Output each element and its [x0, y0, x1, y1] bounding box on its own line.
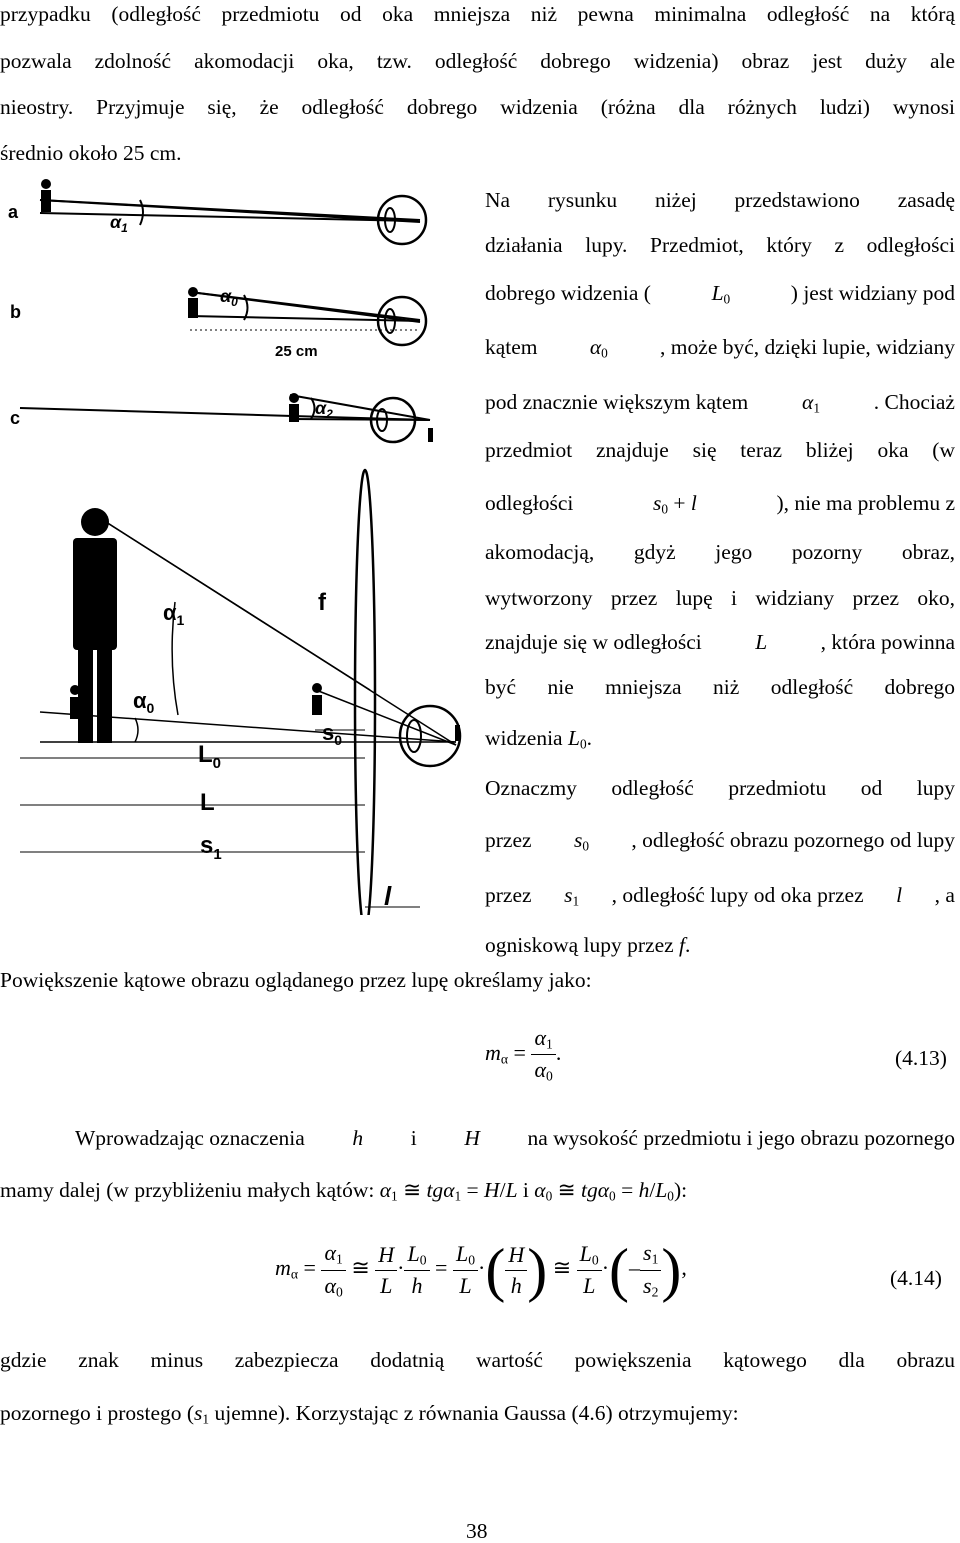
fig-alpha1: $\alpha_1$ [163, 600, 185, 628]
fig-alpha1-a: $\alpha_1$ [110, 212, 128, 235]
fig-label-L0: $L_0$ [198, 741, 222, 772]
fig-label-a: a [8, 202, 19, 222]
fig-alpha0-b: $\alpha_0$ [220, 286, 238, 309]
col-line-7 [485, 493, 955, 516]
equation-4-13: $m_\alpha$ = $\frac{\alpha_1}{\alpha_0}$ . [485, 1025, 562, 1084]
col-line-3-b: ) jest widziany pod [790, 281, 955, 305]
col-line-4 [485, 337, 955, 360]
fig-label-l: l [384, 881, 392, 911]
col-line-5-b: . Chociaż [873, 390, 955, 414]
fig-label-b: b [10, 302, 21, 322]
col-line-5 [485, 392, 955, 415]
para-magnification: Powiększenie kątowe obrazu oglądanego przez lupę określamy jako: [0, 968, 592, 992]
symbol-L: L [755, 630, 768, 654]
col-line-10 [485, 632, 955, 654]
col-line-11: być nie mniejsza niż odległość dobrego [485, 675, 955, 699]
col-line-4-a: kątem [485, 335, 538, 359]
equation-number-4-13: (4.13) [895, 1046, 947, 1070]
col-line-14 [485, 830, 955, 853]
fig-label-L: L [200, 789, 215, 816]
col-line-8: akomodacją, gdyż jego pozorny obraz, [485, 540, 955, 564]
para-gauss: pozornego i prostego ($s_1$ ujemne). Korzystając z równania Gaussa (4.6) otrzymujemy: [0, 1401, 739, 1427]
text-line-1: przypadku (odległość przedmiotu od oka mniejsza niż pewna minimalna odległość na którą [0, 2, 955, 26]
col-line-3 [485, 283, 955, 306]
col-line-1: Na rysunku niżej przedstawiono zasadę [485, 188, 955, 212]
col-line-16: ogniskową lupy przez f. [485, 933, 691, 957]
fig-label-f: f [318, 589, 326, 616]
col-line-6: przedmiot znajduje się teraz bliżej oka (w [485, 438, 955, 462]
col-line-2: działania lupy. Przedmiot, który z odległości [485, 233, 955, 257]
page-number: 38 [466, 1519, 488, 1543]
col-line-5-a: pod znacznie większym kątem [485, 390, 749, 414]
col-line-14-b: , odległość obrazu pozornego od lupy [631, 828, 955, 852]
expr-s0-plus-l: $s_0 + l$ [652, 491, 697, 517]
col-line-9: wytworzony przez lupę i widziany przez oko, [485, 586, 955, 610]
col-line-3-a: dobrego widzenia ( [485, 281, 651, 305]
fig-alpha2-c: $\alpha_2$ [315, 398, 333, 421]
symbol-s1: $s_1$ [564, 883, 580, 909]
fig-25cm: 25 cm [275, 343, 318, 360]
col-line-15: przez $s_1$ , odległość lupy od oka przez l , a [485, 883, 955, 909]
col-line-12: widzenia $L_0$. [485, 726, 592, 752]
fig-label-s0: $s_0$ [322, 720, 343, 748]
symbol-L0: $L_0$ [711, 281, 731, 307]
fraction-alpha1-alpha0: $\frac{\alpha_1}{\alpha_0}$ [531, 1025, 555, 1085]
col-line-10-b: , która powinna [820, 630, 955, 654]
col-line-7-a: odległości [485, 491, 574, 515]
col-line-7-b: ), nie ma problemu z [776, 491, 955, 515]
symbol-alpha0: $\alpha_0$ [589, 335, 608, 361]
fig-label-s1: $s_1$ [200, 832, 222, 863]
symbol-alpha1: $\alpha_1$ [802, 390, 821, 416]
symbol-s0: $s_0$ [573, 828, 589, 854]
fig-alpha0: $\alpha_0$ [133, 688, 155, 716]
para-minus-sign: gdzie znak minus zabezpiecza dodatnią wartość powiększenia kątowego dla obrazu [0, 1348, 955, 1372]
para-notation: Wprowadzając oznaczenia h i H na wysokość przedmiotu i jego obrazu pozornego [75, 1126, 955, 1150]
equation-4-14: $m_\alpha$ = $\frac{\alpha_1}{\alpha_0}$ ≅ $\frac{H}{L}$ · $\frac{L_0}{h}$ = $\frac{L_0}{L}$ ·( $\frac{H}{h}$ ) ≅ $\frac{L_0}{L}$ ·(– $\frac{s_1}{s_2}$ ), [275, 1237, 687, 1303]
col-line-4-b: , może być, dzięki lupie, widziany [660, 335, 955, 359]
para-small-angles: mamy dalej (w przybliżeniu małych kątów: $\alpha_1$ ≅ tgα$_1$ = H/L i $\alpha_0$ ≅ $tg\alpha_0 = h/L_0$): [0, 1178, 688, 1204]
col-line-13: Oznaczmy odległość przedmiotu od lupy [485, 776, 955, 800]
text-line-2: pozwala zdolność akomodacji oka, tzw. odległość dobrego widzenia) obraz jest duży ale [0, 49, 955, 73]
magnifier-diagram [0, 170, 480, 915]
text-line-3: nieostry. Przyjmuje się, że odległość dobrego widzenia (różna dla różnych ludzi) wynosi [0, 95, 955, 119]
symbol-l: l [896, 883, 903, 907]
col-line-10-a: znajduje się w odległości [485, 630, 702, 654]
fig-label-c: c [10, 408, 21, 428]
equation-number-4-14: (4.14) [890, 1266, 942, 1290]
col-line-14-a: przez [485, 828, 532, 852]
text-line-4: średnio około 25 cm. [0, 141, 182, 165]
